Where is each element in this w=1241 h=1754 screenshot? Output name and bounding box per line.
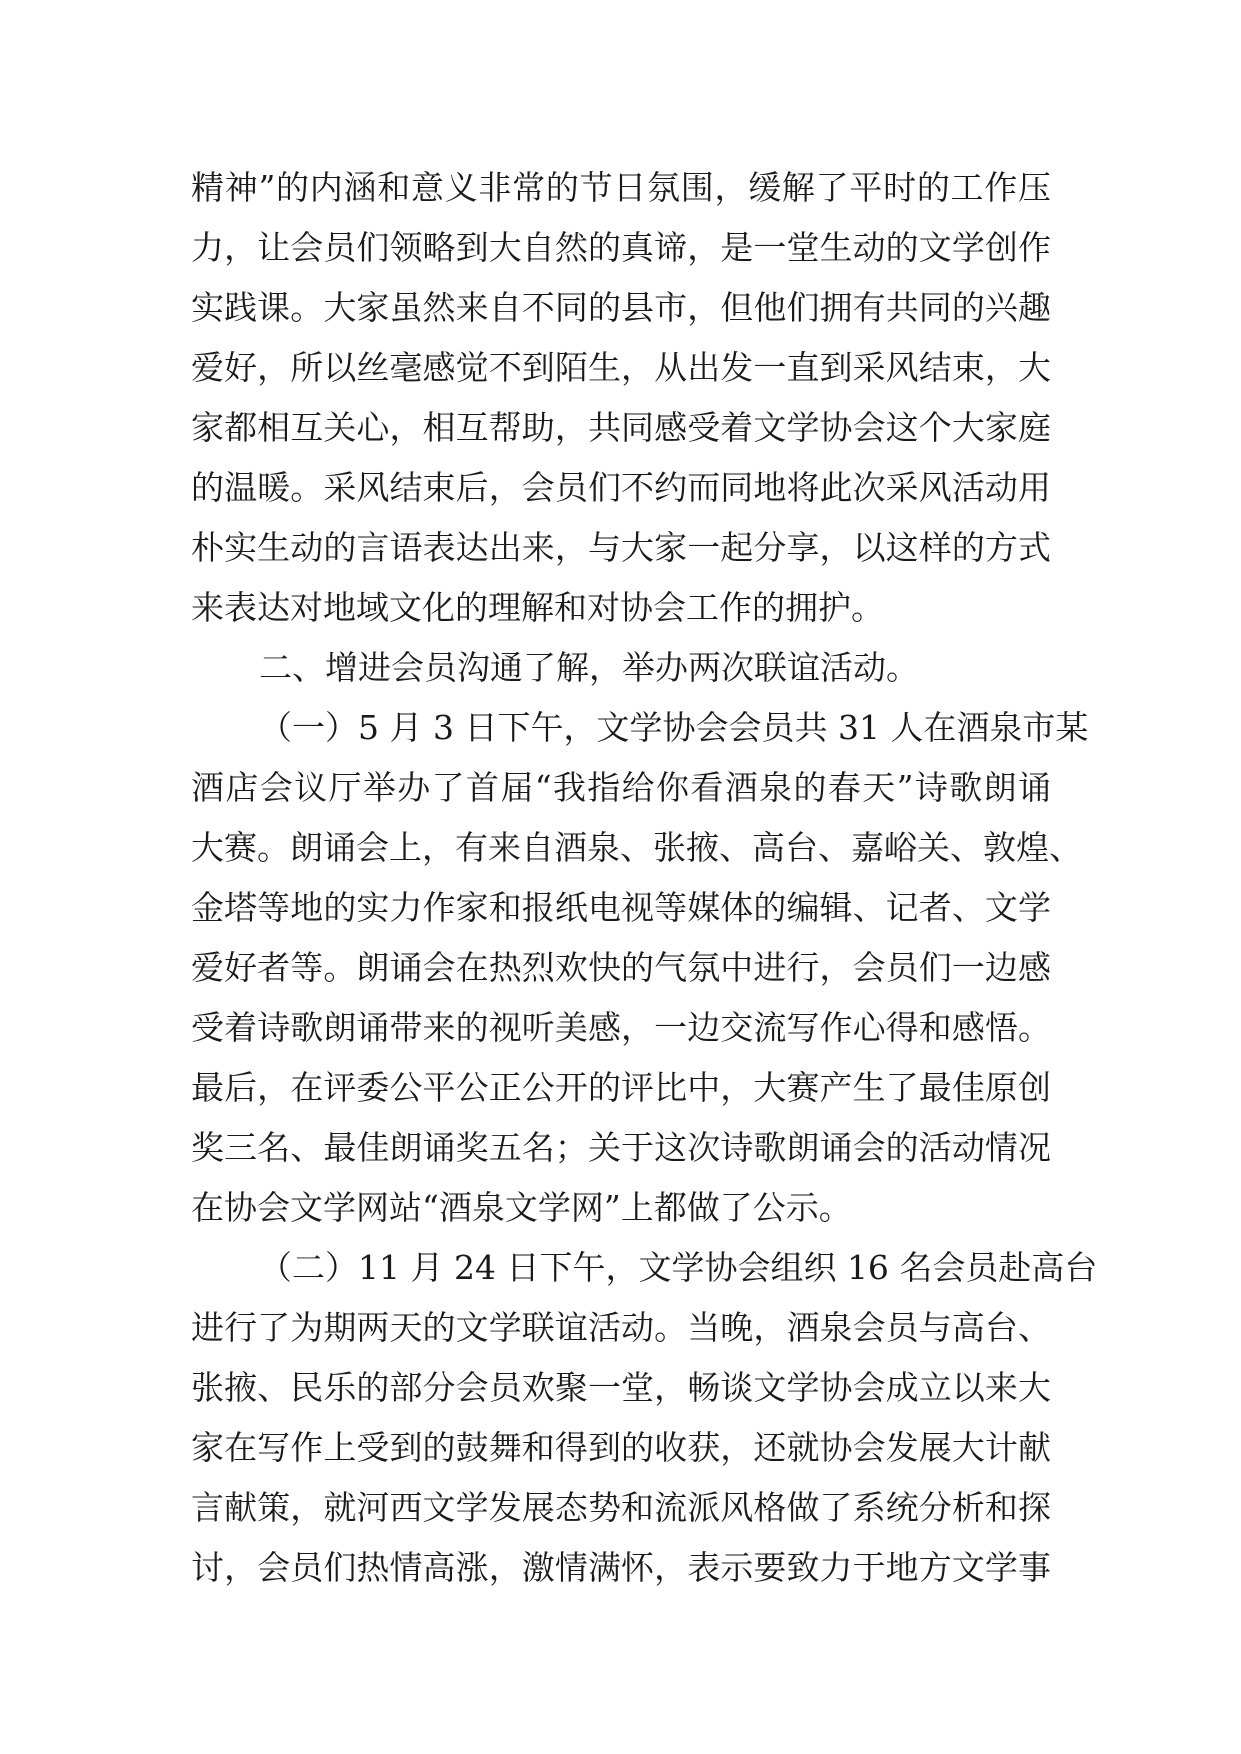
text-line: 精神”的内涵和意义非常的节日氛围，缓解了平时的工作压: [191, 168, 1051, 207]
text-line: 张掖、民乐的部分会员欢聚一堂，畅谈文学协会成立以来大: [191, 1368, 1051, 1407]
text-line: 受着诗歌朗诵带来的视听美感，一边交流写作心得和感悟。: [191, 1008, 1051, 1047]
text-line: 言献策，就河西文学发展态势和流派风格做了系统分析和探: [191, 1488, 1051, 1527]
text-line: 家在写作上受到的鼓舞和得到的收获，还就协会发展大计献: [191, 1428, 1051, 1467]
body-text: [191, 158, 1098, 1598]
text-line: 讨，会员们热情高涨，激情满怀，表示要致力于地方文学事: [191, 1548, 1051, 1587]
text-line: （一）5 月 3 日下午，文学协会会员共 31 人在酒泉市某: [259, 708, 1089, 747]
text-line: （二）11 月 24 日下午，文学协会组织 16 名会员赴高台: [259, 1248, 1098, 1287]
text-line: 朴实生动的言语表达出来，与大家一起分享，以这样的方式: [191, 528, 1051, 567]
text-line: 爱好，所以丝毫感觉不到陌生，从出发一直到采风结束，大: [191, 348, 1051, 387]
text-line: 大赛。朗诵会上，有来自酒泉、张掖、高台、嘉峪关、敦煌、: [191, 828, 1082, 867]
text-line: 家都相互关心，相互帮助，共同感受着文学协会这个大家庭: [191, 408, 1051, 447]
text-line: 来表达对地域文化的理解和对协会工作的拥护。: [191, 588, 884, 627]
section-heading: 二、增进会员沟通了解，举办两次联谊活动。: [259, 648, 919, 687]
text-line: 实践课。大家虽然来自不同的县市，但他们拥有共同的兴趣: [191, 288, 1051, 327]
text-line: 进行了为期两天的文学联谊活动。当晚，酒泉会员与高台、: [191, 1308, 1051, 1347]
text-line: 的温暖。采风结束后，会员们不约而同地将此次采风活动用: [191, 468, 1051, 507]
text-line: 酒店会议厅举办了首届“我指给你看酒泉的春天”诗歌朗诵: [191, 768, 1051, 807]
text-line: 金塔等地的实力作家和报纸电视等媒体的编辑、记者、文学: [191, 888, 1051, 927]
text-line: 最后，在评委公平公正公开的评比中，大赛产生了最佳原创: [191, 1068, 1051, 1107]
text-line: 力，让会员们领略到大自然的真谛，是一堂生动的文学创作: [191, 228, 1051, 267]
text-line: 爱好者等。朗诵会在热烈欢快的气氛中进行，会员们一边感: [191, 948, 1051, 987]
text-line: 在协会文学网站“酒泉文学网”上都做了公示。: [191, 1188, 852, 1227]
text-line: 奖三名、最佳朗诵奖五名；关于这次诗歌朗诵会的活动情况: [191, 1128, 1051, 1167]
